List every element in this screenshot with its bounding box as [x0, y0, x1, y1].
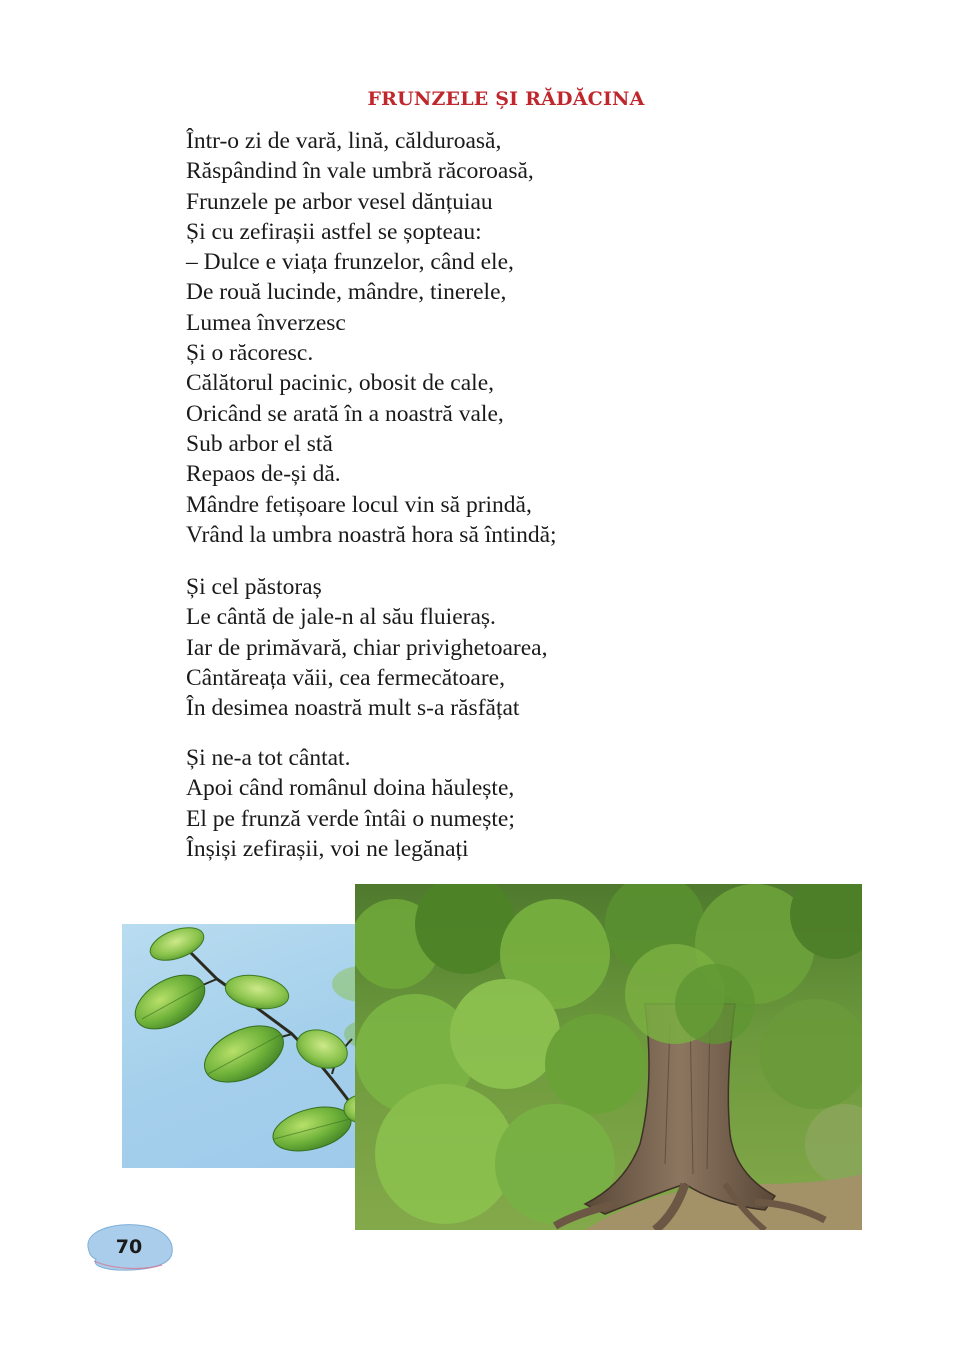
poem-line: De rouă lucinde, mândre, tinerele,: [186, 279, 507, 306]
poem-line: Răspândind în vale umbră răcoroasă,: [186, 158, 534, 185]
poem-line: Și cel păstoraș: [186, 574, 322, 600]
poem-line: Vrând la umbra noastră hora să întindă;: [186, 521, 557, 548]
poem-line: Le cântă de jale-n al său fluieraș.: [186, 604, 496, 631]
poem-line: Frunzele pe arbor vesel dănțuiau: [186, 188, 493, 215]
poem-line: Călătorul pacinic, obosit de cale,: [186, 370, 495, 397]
page-number: 70: [115, 1236, 143, 1258]
poem-line: Și o răcoresc.: [186, 340, 314, 367]
poem-title: FRUNZELE ȘI RĂDĂCINA: [367, 88, 645, 110]
tree-illustration: [355, 884, 862, 1230]
poem-line: Sub arbor el stă: [186, 430, 333, 457]
leaves-illustration: [122, 924, 378, 1168]
poem-line: Iar de primăvară, chiar privighetoarea,: [186, 634, 548, 661]
poem-line: Apoi când românul doina hăulește,: [186, 775, 515, 802]
poem-line: Și ne-a tot cântat.: [186, 745, 351, 771]
poem-line: Și cu zefirașii astfel se șopteau:: [186, 218, 482, 245]
poem-line: Repaos de-și dă.: [186, 461, 341, 488]
leaves-photo: [122, 924, 378, 1168]
poem-line: Oricând se arată în a noastră vale,: [186, 400, 504, 427]
poem-stanza-3: [186, 743, 746, 864]
poem-line: El pe frunză verde întâi o numește;: [186, 805, 515, 832]
tree-roots-photo: [355, 884, 862, 1230]
poem-stanza-1: [186, 126, 746, 550]
poem-line: – Dulce e viața frunzelor, când ele,: [186, 249, 514, 276]
poem-line: Mândre fetișoare locul vin să prindă,: [186, 491, 532, 518]
poem-line: În desimea noastră mult s-a răsfățat: [186, 695, 520, 722]
poem-line: Într-o zi de vară, lină, călduroasă,: [186, 128, 502, 154]
poem-line: Cântăreața văii, cea fermecătoare,: [186, 664, 505, 691]
poem-stanza-2: [186, 572, 746, 723]
poem-line: Înșiși zefirașii, voi ne legănați: [186, 835, 469, 862]
poem-line: Lumea înverzesc: [186, 309, 346, 336]
